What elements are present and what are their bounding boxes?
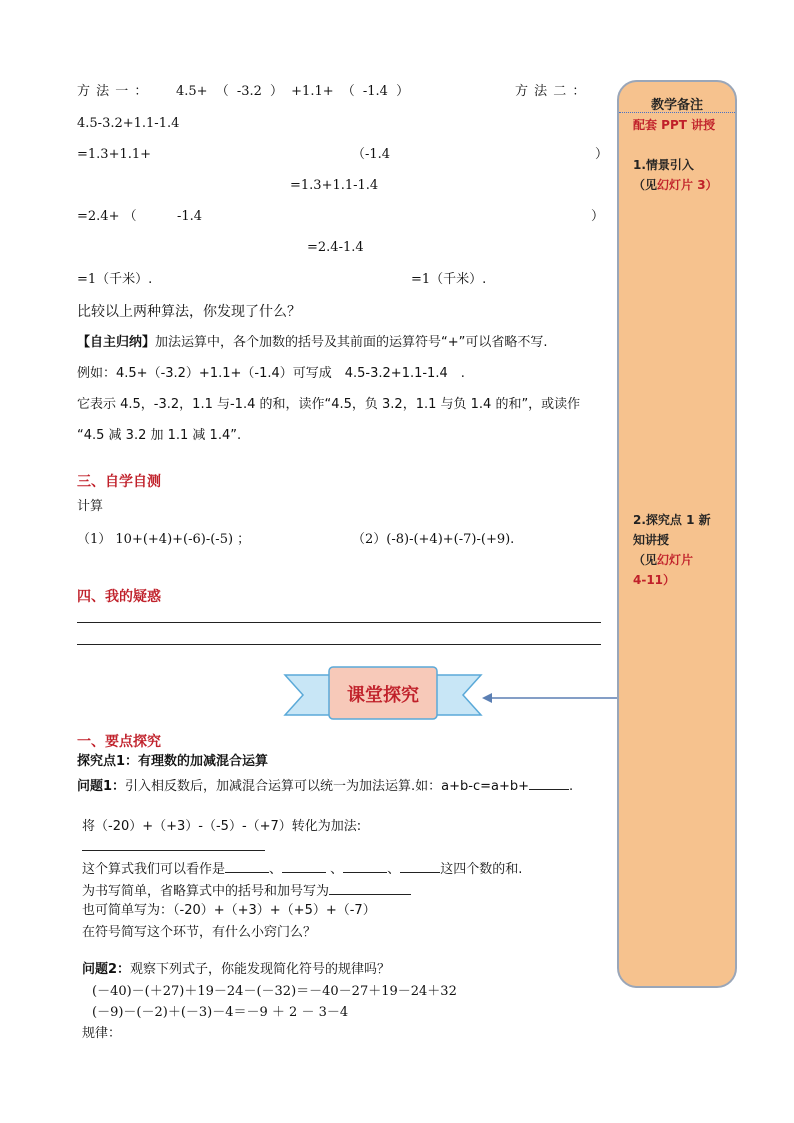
- compare-question: 比较以上两种算法，你发现了什么？: [77, 304, 301, 320]
- section4-title: 四、我的疑惑: [77, 589, 161, 605]
- sidebar-note-2: [633, 510, 733, 590]
- ppt-label: 配套 PPT 讲授: [633, 118, 716, 132]
- equation-2: (－9)－(－2)＋(－3)－4＝－9 ＋ 2 － 3－4: [92, 1005, 349, 1020]
- also-line: 也可简单写为：（-20）+（+3）+（+5）+（-7）: [82, 903, 376, 918]
- note1-title: 1.情景引入: [633, 158, 694, 172]
- view-line: [82, 860, 522, 876]
- trick-line: 在符号简写这个环节，有什么小窍门么？: [82, 925, 317, 940]
- banner-text: 课堂探究: [347, 685, 419, 706]
- induce-label: 【自主归纳】: [77, 335, 156, 350]
- method2-first-line: 4.5-3.2+1.1-1.4: [77, 116, 180, 131]
- problem1-line: [77, 777, 573, 793]
- method2-label: 方 法 二 ：: [515, 84, 587, 99]
- sidebar-ppt: [633, 115, 733, 135]
- method1-row4-mid: -1.4: [177, 209, 203, 224]
- simple-line: [82, 882, 411, 898]
- method1-row2-right: ）: [595, 147, 609, 162]
- note1-ref: （见幻灯片 3）: [633, 178, 718, 192]
- equation-1: (－40)－(＋27)＋19－24－(－32)＝－40－27＋19－24＋32: [92, 984, 457, 999]
- teaching-notes-sidebar: [617, 80, 737, 988]
- banner-left-ribbon: [285, 675, 335, 715]
- rule-label: 规律：: [82, 1026, 122, 1041]
- convert-line: 将（-20）+（+3）-（-5）-（+7）转化为加法:: [82, 819, 362, 834]
- method1-row2-left: =1.3+1.1+: [77, 147, 152, 162]
- method1-result: =1（千米）.: [77, 272, 153, 287]
- blank-1[interactable]: [225, 860, 269, 873]
- convert-blank[interactable]: [82, 850, 265, 851]
- blank-3[interactable]: [343, 860, 387, 873]
- view-end: 这四个数的和.: [440, 862, 523, 877]
- sep-2: 、: [326, 862, 344, 877]
- sidebar-note-1: [633, 155, 733, 195]
- method1-expression: 4.5+ （ -3.2 ） +1.1+ （ -1.4 ）: [176, 84, 410, 99]
- sep-1: 、: [269, 862, 283, 877]
- note2-subtitle: 知讲授: [633, 533, 670, 547]
- banner-right-ribbon: [431, 675, 481, 715]
- problem2-label: 问题2：: [82, 962, 131, 977]
- induce-paragraph: [77, 336, 548, 349]
- problem1-text: 引入相反数后，加减混合运算可以统一为加法运算.如：a+b-c=a+b+: [125, 779, 530, 794]
- section3-title: 三、自学自测: [77, 474, 161, 490]
- method2-row3: =1.3+1.1-1.4: [290, 178, 379, 193]
- problem2-text: 观察下列式子，你能发现简化符号的规律吗？: [130, 962, 391, 977]
- answer-line-2: [77, 644, 601, 645]
- arrow-left-icon: [480, 690, 620, 706]
- meaning-line-1: 它表示 4.5，-3.2，1.1 与-1.4 的和，读作“4.5，负 3.2，1.1 与负 1.4 的和”，或读作: [77, 397, 581, 412]
- sidebar-divider: [619, 112, 735, 113]
- method1-row2-mid: （-1.4: [352, 147, 391, 162]
- simple-text: 为书写简单，省略算式中的括号和加号写为: [82, 884, 330, 899]
- point1-title: 探究点1：有理数的加减混合运算: [77, 754, 269, 769]
- method1-label: 方 法 一 ：: [77, 84, 149, 99]
- question-1: （1） 10+(+4)+(-6)-(-5) ；: [77, 532, 251, 547]
- problem1-end: .: [569, 779, 574, 794]
- blank-fill[interactable]: [529, 777, 569, 790]
- problem2-line: [82, 963, 390, 976]
- meaning-line-2: “4.5 减 3.2 加 1.1 减 1.4”.: [77, 428, 242, 443]
- problem1-label: 问题1：: [77, 779, 126, 794]
- note2-ref: （见幻灯片: [633, 553, 694, 567]
- method2-result: =1（千米）.: [411, 272, 487, 287]
- method1-row4-right: ）: [591, 209, 605, 224]
- method1-row4-left: =2.4+ （: [77, 209, 137, 224]
- section1-title: 一、要点探究: [77, 734, 161, 750]
- blank-simple[interactable]: [329, 882, 411, 895]
- blank-4[interactable]: [400, 860, 440, 873]
- note2-slides: 4-11）: [633, 573, 676, 587]
- note2-title: 2.探究点 1 新: [633, 513, 711, 527]
- example-line: 例如：4.5+（-3.2）+1.1+（-1.4）可写成 4.5-3.2+1.1-1.4 .: [77, 366, 465, 381]
- calc-label: 计算: [77, 499, 104, 514]
- induce-text: 加法运算中，各个加数的括号及其前面的运算符号“+”可以省略不写.: [155, 335, 548, 350]
- blank-2[interactable]: [282, 860, 326, 873]
- view-text: 这个算式我们可以看作是: [82, 862, 226, 877]
- method2-row5: =2.4-1.4: [307, 240, 364, 255]
- question-2: （2）(-8)-(+4)+(-7)-(+9).: [352, 532, 515, 547]
- classroom-banner: [283, 665, 483, 725]
- sep-3: 、: [387, 862, 401, 877]
- sidebar-title: 教学备注: [650, 98, 703, 113]
- answer-line-1: [77, 622, 601, 623]
